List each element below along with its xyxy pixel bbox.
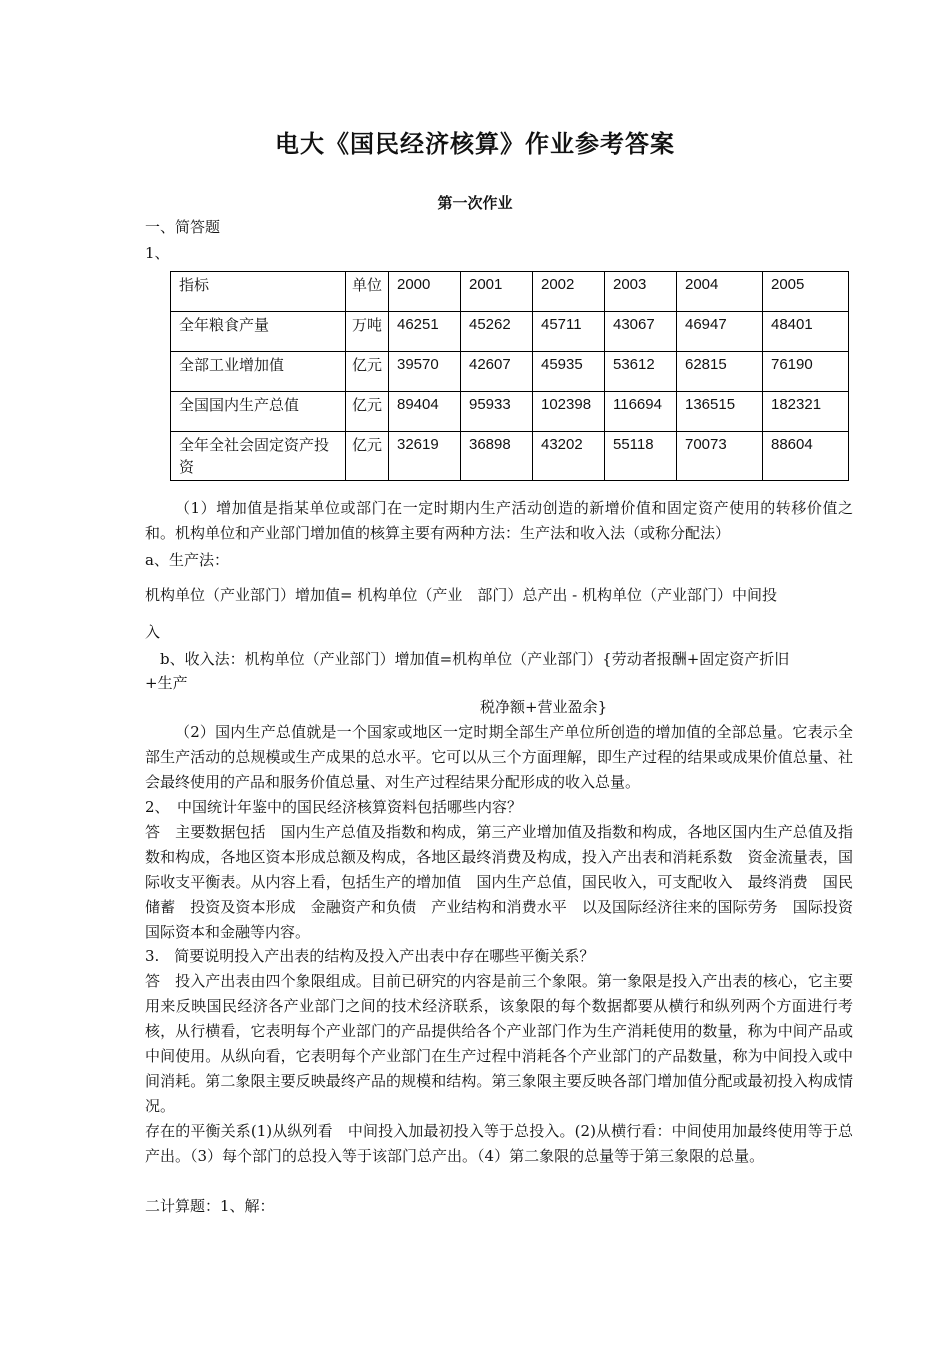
table-header-cell: 2004 bbox=[677, 272, 763, 312]
table-cell-value: 42607 bbox=[461, 352, 533, 392]
table-cell-unit: 万吨 bbox=[346, 312, 389, 352]
table-cell-value: 43202 bbox=[533, 432, 605, 481]
question-3: 3. 简要说明投入产出表的结构及投入产出表中存在哪些平衡关系？ bbox=[145, 947, 595, 965]
table-cell-unit: 亿元 bbox=[346, 432, 389, 481]
table-cell-value: 76190 bbox=[763, 352, 849, 392]
answer-2: 答 主要数据包括 国内生产总值及指数和构成，第三产业增加值及指数和构成，各地区国内生产总值及指数和构成，各地区资本形成总额及构成，各地区最终消费及构成，投入产出表和消耗系数 资金流量表，国际收支平衡表。从内容上看，包括生产的增加值 国内生产总值，国民收入，可支配收入 最终消费 国民储蓄 投资及资本形成 金融资产和负债 产业结构和消费水平 以及国际经济往来的国际劳务 国际投资 国际资本和金融等内容。 bbox=[145, 823, 869, 941]
table-cell-value: 89404 bbox=[389, 392, 461, 432]
table-cell-value: 88604 bbox=[763, 432, 849, 481]
answer-1-formula-production-cont: 入 bbox=[145, 623, 161, 641]
answer-1-method-b-line2: +生产 bbox=[145, 674, 188, 692]
table-header-cell: 单位 bbox=[346, 272, 389, 312]
answer-1-formula-production: 机构单位（产业部门）增加值= 机构单位（产业 部门）总产出 - 机构单位（产业部门）中间投 bbox=[145, 586, 777, 604]
table-cell-value: 70073 bbox=[677, 432, 763, 481]
table-row bbox=[171, 392, 849, 432]
table-row bbox=[171, 352, 849, 392]
table-cell-value: 46251 bbox=[389, 312, 461, 352]
table-cell-unit: 亿元 bbox=[346, 392, 389, 432]
question-number-1: 1、 bbox=[145, 244, 170, 262]
table-cell-value: 62815 bbox=[677, 352, 763, 392]
table-header-cell: 2005 bbox=[763, 272, 849, 312]
page-title: 电大《国民经济核算》作业参考答案 bbox=[275, 129, 675, 158]
table-cell-value: 46947 bbox=[677, 312, 763, 352]
table-cell-unit: 亿元 bbox=[346, 352, 389, 392]
table-cell-indicator: 全国国内生产总值 bbox=[171, 392, 346, 432]
table-cell-value: 43067 bbox=[605, 312, 677, 352]
statistics-table bbox=[170, 271, 849, 481]
table-cell-value: 36898 bbox=[461, 432, 533, 481]
answer-1-method-a-label: a、生产法： bbox=[145, 551, 229, 569]
table-cell-value: 45711 bbox=[533, 312, 605, 352]
table-cell-value: 45262 bbox=[461, 312, 533, 352]
table-cell-value: 136515 bbox=[677, 392, 763, 432]
table-cell-value: 45935 bbox=[533, 352, 605, 392]
table-cell-value: 48401 bbox=[763, 312, 849, 352]
answer-3: 答 投入产出表由四个象限组成。目前已研究的内容是前三个象限。第一象限是投入产出表的核心，它主要用来反映国民经济各产业部门之间的技术经济联系，该象限的每个数据都要从横行和纵列两个方面进行考核，从行横看，它表明每个产业部门的产品提供给各个产业部门作为生产消耗使用的数量，称为中间产品或中间使用。从纵向看，它表明每个产业部门在生产过程中消耗各个产业部门的产品数量，称为中间投入或中间消耗。第二象限主要反映最终产品的规模和结构。第三象限主要反映各部门增加值分配或最初投入构成情况。 bbox=[145, 972, 853, 1115]
table-cell-value: 116694 bbox=[605, 392, 677, 432]
table-header-cell: 2002 bbox=[533, 272, 605, 312]
question-2: 2、 中国统计年鉴中的国民经济核算资料包括哪些内容？ bbox=[145, 798, 523, 816]
table-cell-value: 95933 bbox=[461, 392, 533, 432]
answer-1-method-b-line1: b、收入法：机构单位（产业部门）增加值=机构单位（产业部门）{劳动者报酬+固定资产折旧 bbox=[160, 650, 790, 668]
table-row bbox=[171, 432, 849, 481]
table-header-cell: 2003 bbox=[605, 272, 677, 312]
answer-1-paragraph-1: （1）增加值是指某单位或部门在一定时期内生产活动创造的新增价值和固定资产使用的转移价值之和。机构单位和产业部门增加值的核算主要有两种方法：生产法和收入法（或称分配法） bbox=[145, 499, 853, 542]
table-cell-value: 55118 bbox=[605, 432, 677, 481]
answer-3-balance-relations: 存在的平衡关系(1)从纵列看 中间投入加最初投入等于总投入。(2)从横行看：中间使用加最终使用等于总产出。（3）每个部门的总投入等于该部门总产出。（4）第二象限的总量等于第三象限的总量。 bbox=[145, 1122, 853, 1165]
answer-1-paragraph-2: （2）国内生产总值就是一个国家或地区一定时期全部生产单位所创造的增加值的全部总量。它表示全部生产活动的总规模或生产成果的总水平。它可以从三个方面理解，即生产过程的结果或成果价值总量、社会最终使用的产品和服务价值总量、对生产过程结果分配形成的收入总量。 bbox=[145, 723, 853, 791]
assignment-subtitle: 第一次作业 bbox=[437, 194, 513, 212]
table-header-cell: 指标 bbox=[171, 272, 346, 312]
answer-1-method-b-line3: 税净额+营业盈余} bbox=[480, 698, 608, 716]
table-header-cell: 2001 bbox=[461, 272, 533, 312]
table-row bbox=[171, 312, 849, 352]
table-cell-value: 39570 bbox=[389, 352, 461, 392]
section-heading-short-answer: 一、简答题 bbox=[145, 218, 221, 236]
table-cell-value: 182321 bbox=[763, 392, 849, 432]
section-heading-calculation: 二计算题：1、解： bbox=[145, 1197, 275, 1215]
table-cell-value: 32619 bbox=[389, 432, 461, 481]
table-cell-indicator: 全部工业增加值 bbox=[171, 352, 346, 392]
table-header-row bbox=[171, 272, 849, 312]
table-cell-value: 53612 bbox=[605, 352, 677, 392]
table-cell-indicator: 全年全社会固定资产投资 bbox=[171, 432, 346, 481]
table-cell-value: 102398 bbox=[533, 392, 605, 432]
table-cell-indicator: 全年粮食产量 bbox=[171, 312, 346, 352]
table-header-cell: 2000 bbox=[389, 272, 461, 312]
